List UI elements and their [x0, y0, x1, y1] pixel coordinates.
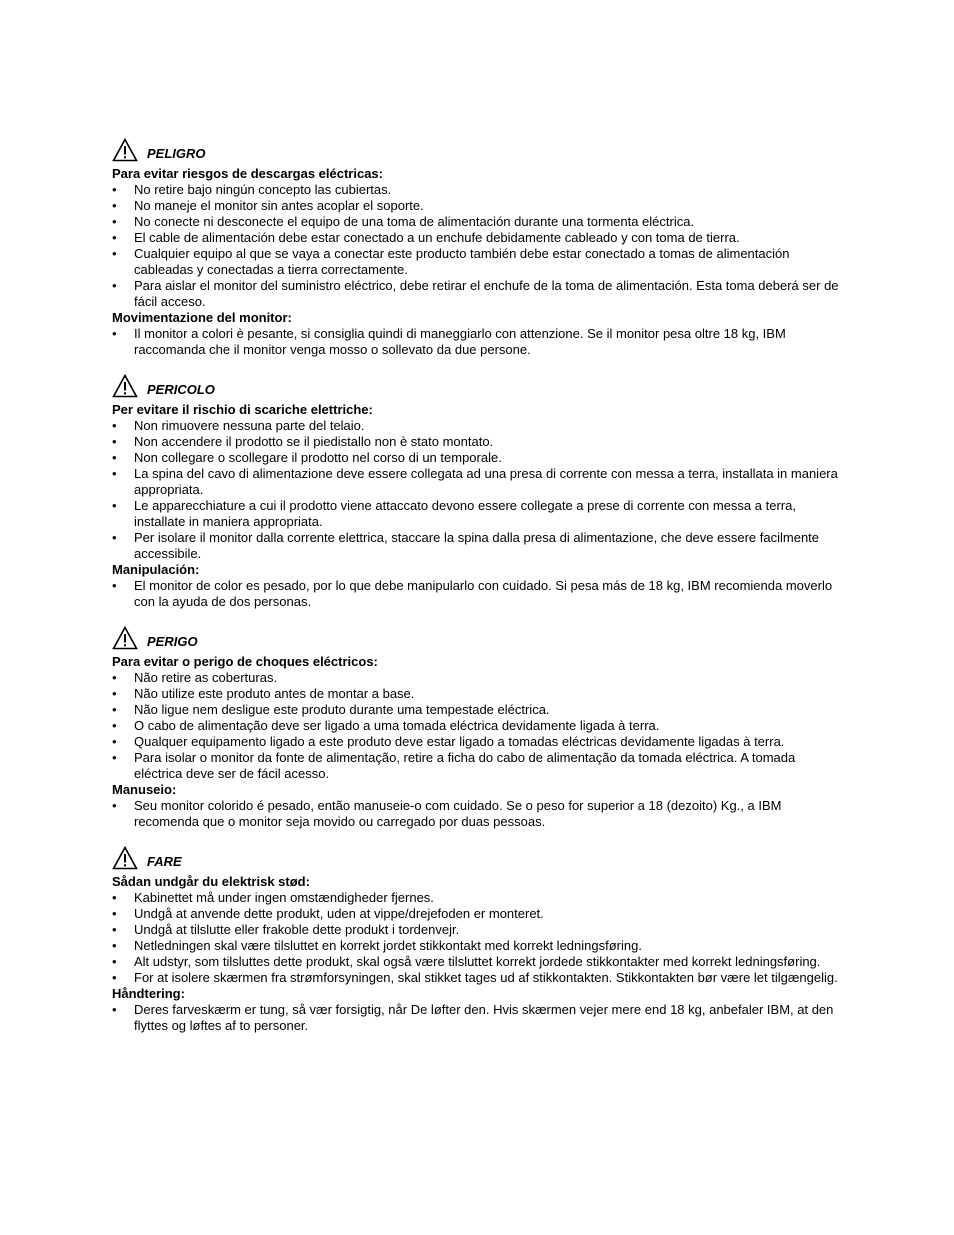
list-item: • No conecte ni desconecte el equipo de una toma de alimentación durante una tormenta eléctrica.: [112, 214, 842, 230]
bullet-list: [112, 578, 842, 610]
list-item: • No maneje el monitor sin antes acoplar el soporte.: [112, 198, 842, 214]
block-heading: Sådan undgår du elektrisk stød:: [112, 874, 310, 889]
safety-section-portuguese: [112, 624, 842, 830]
bullet-list: [112, 182, 842, 310]
block-heading: Manuseio:: [112, 782, 177, 797]
list-item: • Não retire as coberturas.: [112, 670, 842, 686]
list-item: • O cabo de alimentação deve ser ligado a uma tomada eléctrica devidamente ligada à terra.: [112, 718, 842, 734]
block-heading: Movimentazione del monitor:: [112, 310, 292, 325]
safety-document: [112, 136, 842, 1034]
list-item: • Não ligue nem desligue este produto durante uma tempestade eléctrica.: [112, 702, 842, 718]
list-item: • Undgå at anvende dette produkt, uden at vippe/drejefoden er monteret.: [112, 906, 842, 922]
list-item: • Para aislar el monitor del suministro eléctrico, debe retirar el enchufe de la toma de alimentación. Esta toma deberá ser de fácil acceso.: [112, 278, 842, 310]
list-item: • El cable de alimentación debe estar conectado a un enchufe debidamente cableado y con toma de tierra.: [112, 230, 842, 246]
bullet-list: [112, 890, 842, 986]
list-item: • Le apparecchiature a cui il prodotto viene attaccato devono essere collegate a prese di corrente con messa a terra, installate in maniera appropriata.: [112, 498, 842, 530]
list-item: • El monitor de color es pesado, por lo que debe manipularlo con cuidado. Si pesa más de 18 kg, IBM recomienda moverlo con la ayuda de dos personas.: [112, 578, 842, 610]
warning-word: PELIGRO: [147, 146, 206, 161]
list-item: • Undgå at tilslutte eller frakoble dette produkt i tordenvejr.: [112, 922, 842, 938]
warning-word: PERIGO: [147, 634, 198, 649]
warning-word: FARE: [147, 854, 182, 869]
warning-heading: [112, 844, 842, 870]
list-item: • Non collegare o scollegare il prodotto nel corso di un temporale.: [112, 450, 842, 466]
block-heading: Manipulación:: [112, 562, 200, 577]
block-heading: Håndtering:: [112, 986, 185, 1001]
list-item: • Per isolare il monitor dalla corrente elettrica, staccare la spina dalla presa di alimentazione, che deve essere facilmente accessibile.: [112, 530, 842, 562]
list-item: • Non accendere il prodotto se il piedistallo non è stato montato.: [112, 434, 842, 450]
safety-section-spanish: [112, 136, 842, 358]
warning-triangle-icon: [112, 626, 138, 650]
list-item: • Netledningen skal være tilsluttet en korrekt jordet stikkontakt med korrekt ledningsføring.: [112, 938, 842, 954]
warning-heading: [112, 372, 842, 398]
list-item: • Cualquier equipo al que se vaya a conectar este producto también debe estar conectado a tomas de alimentación cableadas y conectadas a tierra correctamente.: [112, 246, 842, 278]
bullet-list: [112, 670, 842, 782]
safety-section-danish: [112, 844, 842, 1034]
warning-triangle-icon: [112, 374, 138, 398]
bullet-list: [112, 798, 842, 830]
block-heading: Para evitar o perigo de choques eléctricos:: [112, 654, 378, 669]
list-item: • La spina del cavo di alimentazione deve essere collegata ad una presa di corrente con messa a terra, installata in maniera appropriata.: [112, 466, 842, 498]
warning-word: PERICOLO: [147, 382, 215, 397]
bullet-list: [112, 326, 842, 358]
safety-section-italian: [112, 372, 842, 610]
list-item: • Kabinettet må under ingen omstændigheder fjernes.: [112, 890, 842, 906]
list-item: • Alt udstyr, som tilsluttes dette produkt, skal også være tilsluttet korrekt jordede stikkontakter med korrekt ledningsføring.: [112, 954, 842, 970]
warning-heading: [112, 624, 842, 650]
warning-heading: [112, 136, 842, 162]
list-item: • Seu monitor colorido é pesado, então manuseie-o com cuidado. Se o peso for superior a 18 (dezoito) Kg., a IBM recomenda que o monitor seja movido ou carregado por duas pessoas.: [112, 798, 842, 830]
list-item: • Para isolar o monitor da fonte de alimentação, retire a ficha do cabo de alimentação da tomada eléctrica. A tomada eléctrica deve ser de fácil acesso.: [112, 750, 842, 782]
bullet-list: [112, 1002, 842, 1034]
list-item: • For at isolere skærmen fra strømforsyningen, skal stikket tages ud af stikkontakten. Stikkontakten bør være let tilgængelig.: [112, 970, 842, 986]
list-item: • Qualquer equipamento ligado a este produto deve estar ligado a tomadas eléctricas devidamente ligadas à terra.: [112, 734, 842, 750]
block-heading: Per evitare il rischio di scariche elettriche:: [112, 402, 373, 417]
bullet-list: [112, 418, 842, 562]
warning-triangle-icon: [112, 138, 138, 162]
list-item: • Não utilize este produto antes de montar a base.: [112, 686, 842, 702]
warning-triangle-icon: [112, 846, 138, 870]
list-item: • Non rimuovere nessuna parte del telaio.: [112, 418, 842, 434]
list-item: • Il monitor a colori è pesante, si consiglia quindi di maneggiarlo con attenzione. Se il monitor pesa oltre 18 kg, IBM raccomanda che il monitor venga mosso o sollevato da due persone.: [112, 326, 842, 358]
list-item: • No retire bajo ningún concepto las cubiertas.: [112, 182, 842, 198]
block-heading: Para evitar riesgos de descargas eléctricas:: [112, 166, 383, 181]
list-item: • Deres farveskærm er tung, så vær forsigtig, når De løfter den. Hvis skærmen vejer mere end 18 kg, anbefaler IBM, at den flyttes og løftes af to personer.: [112, 1002, 842, 1034]
